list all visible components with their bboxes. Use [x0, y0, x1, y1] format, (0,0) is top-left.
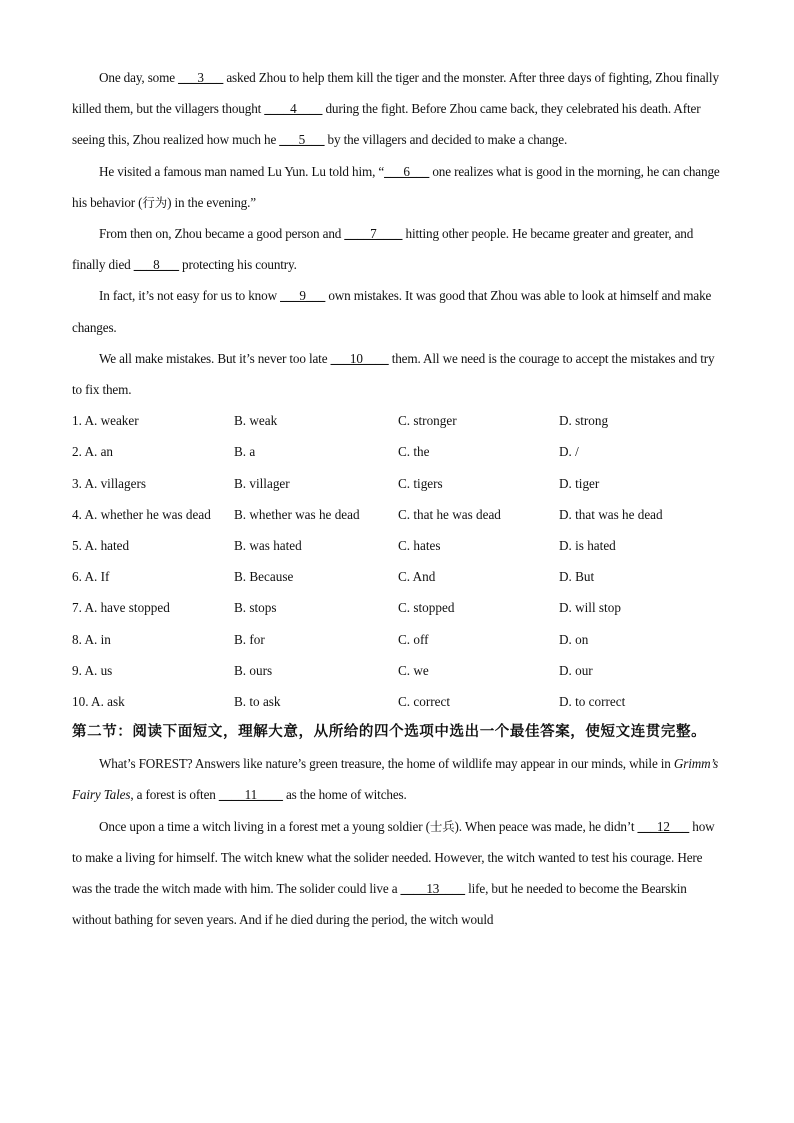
option-choice: B. weak	[234, 413, 278, 429]
passage-one-paragraph	[72, 280, 720, 342]
option-choice: D. to correct	[559, 693, 626, 709]
option-choice: D. that was he dead	[559, 506, 663, 522]
option-choice: C. off	[398, 631, 429, 647]
answer-blank: ____13____	[400, 880, 465, 896]
passage-two	[72, 748, 720, 935]
answer-blank: ___9___	[280, 288, 326, 304]
answer-blank: ____11____	[218, 787, 283, 803]
option-choice: B. ours	[234, 662, 273, 678]
option-choice: 7. A. have stopped	[72, 600, 170, 616]
option-choice: 9. A. us	[72, 662, 113, 678]
question-options-row	[72, 592, 720, 623]
option-choice: D. will stop	[559, 600, 621, 616]
text-run: He visited a famous man named Lu Yun. Lu told him, “	[99, 163, 385, 179]
option-choice: C. we	[398, 662, 429, 678]
text-run: ). When peace was made, he didn’t	[454, 818, 638, 834]
text-run: In fact, it’s not easy for us to know	[99, 288, 281, 304]
text-run: during the fight. Before Zhou came back, they celebrated his death. After seeing this, Zhou realized how much he	[72, 101, 701, 148]
answer-blank: ___8___	[133, 257, 179, 273]
text-run: as the home of witches.	[282, 787, 407, 803]
text-run: protecting his country.	[178, 257, 297, 273]
passage-one-paragraph	[72, 343, 720, 405]
answer-blank: ____7____	[344, 226, 403, 242]
passage-one	[72, 62, 720, 405]
option-choice: D. tiger	[559, 475, 600, 491]
text-run: One day, some	[99, 70, 179, 85]
question-options-row	[72, 655, 720, 686]
text-run: , a forest is often	[130, 787, 219, 803]
option-choice: C. hates	[398, 537, 441, 553]
answer-blank: ___5___	[279, 132, 325, 148]
text-run: We all make mistakes. But it’s never too late	[99, 350, 331, 366]
text-run: how to make a living for himself. The witch knew what the solider needed. However, the witch wanted to test his courage. Here was the trade the witch made with him. The solider could live a	[72, 818, 715, 896]
passage-one-paragraph	[72, 156, 720, 218]
answer-blank: ___12___	[637, 818, 690, 834]
option-choice: 6. A. If	[72, 569, 110, 585]
section-two-title: 第二节：阅读下面短文，理解大意，从所给的四个选项中选出一个最佳答案，使短文连贯完整。	[72, 724, 707, 741]
option-choice: D. /	[559, 444, 579, 460]
option-choice: D. strong	[559, 413, 609, 429]
option-choice: B. a	[234, 444, 256, 460]
option-choice: B. whether was he dead	[234, 506, 360, 522]
text-run: one realizes what is good in the morning, he can change his behavior (	[72, 163, 720, 210]
text-run: hitting other people. He became greater and greater, and finally died	[72, 226, 694, 273]
option-choice: 1. A. weaker	[72, 413, 139, 429]
option-choice: 4. A. whether he was dead	[72, 506, 211, 522]
chinese-gloss: 士兵	[429, 818, 455, 834]
question-options-row	[72, 530, 720, 561]
option-choice: C. And	[398, 569, 436, 585]
text-run: own mistakes. It was good that Zhou was able to look at himself and make changes.	[72, 288, 712, 335]
option-choice: B. for	[234, 631, 265, 647]
text-run: Once upon a time a witch living in a forest met a young soldier (	[99, 818, 430, 834]
question-options-row	[72, 436, 720, 467]
option-choice: B. villager	[234, 475, 290, 491]
answer-blank: ___10____	[330, 350, 389, 366]
option-choice: B. to ask	[234, 693, 281, 709]
question-options-row	[72, 405, 720, 436]
question-options-row	[72, 624, 720, 655]
option-choice: 5. A. hated	[72, 537, 130, 553]
question-options-row	[72, 686, 720, 717]
answer-blank: ___6___	[384, 163, 430, 179]
option-choice: D. is hated	[559, 537, 616, 553]
question-options-row	[72, 561, 720, 592]
book-title: Grimm’s Fairy Tales	[72, 756, 719, 803]
text-run: What’s FOREST? Answers like nature’s green treasure, the home of wildlife may appear in our minds, while in	[99, 756, 674, 772]
option-choice: D. our	[559, 662, 593, 678]
chinese-gloss: 行为	[142, 194, 168, 210]
option-choice: C. the	[398, 444, 430, 460]
text-run: by the villagers and decided to make a change.	[324, 132, 568, 148]
text-run: asked Zhou to help them kill the tiger and the monster. After three days of fighting, Zhou finally killed them, but the villagers thought	[72, 70, 719, 117]
option-choice: D. on	[559, 631, 589, 647]
text-run: From then on, Zhou became a good person and	[99, 226, 345, 242]
passage-one-paragraph	[72, 218, 720, 280]
text-run: life, but he needed to become the Bearskin without bathing for seven years. And if he died during the period, the witch would	[72, 880, 687, 928]
passage-two-paragraph	[72, 748, 720, 810]
document-page	[72, 62, 720, 935]
passage-two-paragraph	[72, 811, 720, 936]
option-choice: C. stronger	[398, 413, 457, 429]
option-choice: 2. A. an	[72, 444, 114, 460]
option-choice: C. tigers	[398, 475, 443, 491]
option-choice: C. that he was dead	[398, 506, 501, 522]
options-list	[72, 405, 720, 717]
option-choice: 10. A. ask	[72, 693, 125, 709]
question-options-row	[72, 499, 720, 530]
text-run: them. All we need is the courage to accept the mistakes and try to fix them.	[72, 350, 715, 398]
option-choice: B. stops	[234, 600, 277, 616]
option-choice: 3. A. villagers	[72, 475, 146, 491]
option-choice: D. But	[559, 569, 595, 585]
option-choice: B. Because	[234, 569, 294, 585]
option-choice: 8. A. in	[72, 631, 111, 647]
option-choice: B. was hated	[234, 537, 302, 553]
option-choice: C. stopped	[398, 600, 455, 616]
answer-blank: ____4____	[264, 101, 323, 117]
answer-blank: ___3___	[178, 70, 224, 85]
passage-one-paragraph	[72, 62, 720, 156]
text-run: ) in the evening.”	[167, 194, 256, 210]
option-choice: C. correct	[398, 693, 450, 709]
question-options-row	[72, 468, 720, 499]
